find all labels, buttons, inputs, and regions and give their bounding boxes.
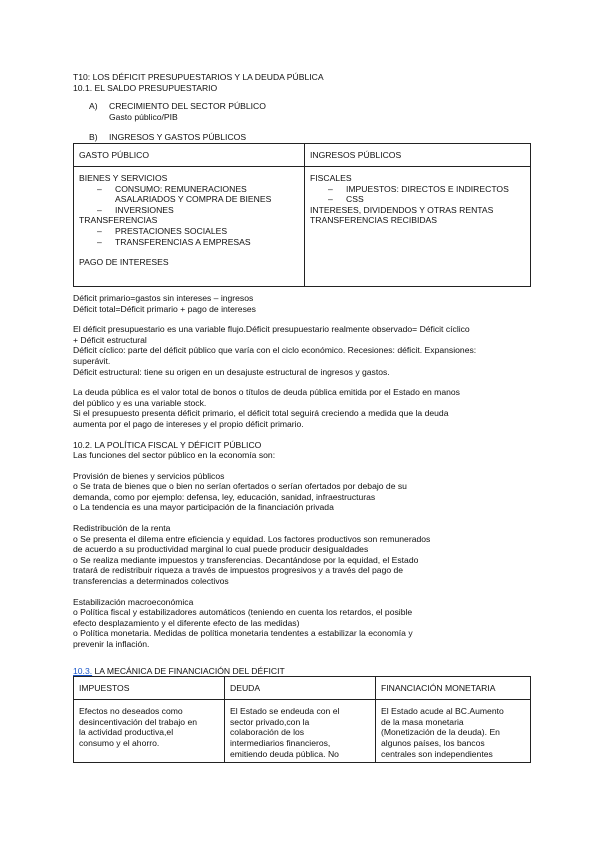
- text-line: de la masa monetaria: [381, 716, 464, 727]
- section-title: LA MECÁNICA DE FINANCIACIÓN DEL DÉFICIT: [92, 665, 285, 676]
- text-line: + Déficit estructural: [73, 334, 147, 345]
- text-line: Si el presupuesto presenta déficit primario, el déficit total seguirá creciendo a medida que la deuda: [73, 408, 449, 419]
- subsection-label: A): [89, 101, 98, 112]
- paragraph: [73, 471, 531, 513]
- text-line: prevenir la inflación.: [73, 639, 150, 649]
- ingresos-cell: [305, 166, 531, 286]
- text-line: superávit.: [73, 355, 111, 366]
- table-header: DEUDA: [225, 677, 376, 700]
- subsection-b: [89, 132, 531, 143]
- table-header: FINANCIACIÓN MONETARIA: [376, 677, 531, 700]
- table-cell: [225, 700, 376, 763]
- text-line: del público y es una variable stock.: [73, 397, 207, 408]
- text-line: Déficit estructural: tiene su origen en un desajuste estructural de ingresos y gastos.: [73, 366, 390, 377]
- subsection-a: [89, 101, 531, 122]
- list-item: INTERESES, DIVIDENDOS Y OTRAS RENTAS: [310, 204, 494, 215]
- text-line: Déficit total=Déficit primario + pago de intereses: [73, 303, 256, 314]
- text-line: (Monetización de la deuda). En: [381, 727, 500, 738]
- list-item: TRANSFERENCIAS: [79, 215, 158, 226]
- text-line: El déficit presupuestario es una variable flujo.Déficit presupuestario realmente observado= Déficit cíclico: [73, 324, 470, 335]
- text-line: aumenta por el pago de intereses y el propio déficit primario.: [73, 418, 304, 429]
- paragraph: [73, 523, 531, 587]
- text-line: o Política monetaria. Medidas de política monetaria tendentes a estabilizar la economía y: [73, 628, 413, 639]
- subsection-detail: Gasto público/PIB: [109, 111, 178, 122]
- text-line: sector privado,con la: [230, 716, 310, 727]
- paragraph: [73, 387, 531, 429]
- list-item: TRANSFERENCIAS RECIBIDAS: [310, 215, 438, 226]
- list-item: – IMPUESTOS: DIRECTOS E INDIRECTOS: [328, 183, 509, 194]
- section-heading: 10.1. EL SALDO PRESUPUESTARIO: [73, 82, 218, 93]
- subsection-label: B): [89, 132, 98, 143]
- list-item: BIENES Y SERVICIOS: [79, 172, 168, 183]
- text-line: emitiendo deuda pública. No: [230, 748, 339, 759]
- document-page: [73, 72, 531, 763]
- text-line: El Estado se endeuda con el: [230, 706, 340, 717]
- text-line: La deuda pública es el valor total de bonos o títulos de deuda pública emitida por el Estado en manos: [73, 387, 460, 398]
- gastos-ingresos-table: [73, 143, 531, 287]
- gasto-cell: [74, 166, 305, 286]
- text-line: o Se trata de bienes que o bien no serían ofertados o serían ofertados por debajo de su: [73, 481, 407, 492]
- text-line: Estabilización macroeconómica: [73, 596, 194, 607]
- subsection-title: INGRESOS Y GASTOS PÚBLICOS: [109, 132, 247, 143]
- list-item: – CSS: [328, 194, 364, 205]
- text-line: tratará de redistribuir riqueza a través de impuestos progresivos y a través del pago de: [73, 565, 404, 576]
- text-line: Provisión de bienes y servicios públicos: [73, 470, 225, 481]
- text-line: intermediarios financieros,: [230, 737, 331, 748]
- table-cell: [376, 700, 531, 763]
- list-item: – CONSUMO: REMUNERACIONES ASALARIADOS Y COMPRA DE BIENES: [97, 183, 272, 205]
- text-line: transferencias a determinados colectivos: [73, 576, 229, 587]
- list-item: FISCALES: [310, 172, 352, 183]
- financiacion-table: [73, 676, 531, 763]
- list-item: – INVERSIONES: [97, 204, 174, 215]
- text-line: Redistribución de la renta: [73, 523, 171, 534]
- text-line: 10.2. LA POLÍTICA FISCAL Y DÉFICIT PÚBLICO: [73, 439, 262, 450]
- paragraph: [73, 597, 531, 650]
- text-line: o Se realiza mediante impuestos y transferencias. Decantándose por la equidad, el Estado: [73, 554, 419, 565]
- list-item: PAGO DE INTERESES: [79, 257, 169, 268]
- text-line: Déficit primario=gastos sin intereses – ingresos: [73, 292, 254, 303]
- paragraph: [73, 324, 531, 377]
- table-header: INGRESOS PÚBLICOS: [305, 143, 531, 166]
- list-item: – PRESTACIONES SOCIALES: [97, 225, 228, 236]
- table-header: IMPUESTOS: [74, 677, 225, 700]
- doc-title: T10: LOS DÉFICIT PRESUPUESTARIOS Y LA DEUDA PÚBLICA: [73, 72, 324, 82]
- section-heading: [73, 440, 531, 461]
- text-line: demanda, como por ejemplo: defensa, ley, educación, sanidad, infraestructuras: [73, 491, 376, 502]
- section-link[interactable]: 10.3.: [73, 665, 93, 676]
- text-line: efecto desplazamiento y el diferente efecto de las medidas): [73, 617, 300, 628]
- text-line: algunos países, los bancos: [381, 737, 485, 748]
- text-line: o Se presenta el dilema entre eficiencia y equidad. Los factores productivos son remunerados: [73, 533, 431, 544]
- text-line: El Estado acude al BC.Aumento: [381, 706, 504, 717]
- text-line: colaboración de los: [230, 727, 305, 738]
- subsection-title: CRECIMIENTO DEL SECTOR PÚBLICO: [109, 101, 266, 112]
- text-line: consumo y el ahorro.: [79, 737, 160, 748]
- text-line: o La tendencia es una mayor participación de la financiación privada: [73, 502, 334, 513]
- text-line: la actividad productiva,el: [79, 727, 174, 738]
- list-item: – TRANSFERENCIAS A EMPRESAS: [97, 236, 251, 247]
- table-header: GASTO PÚBLICO: [74, 143, 305, 166]
- text-line: Las funciones del sector público en la economía son:: [73, 450, 276, 461]
- text-line: centrales son independientes: [381, 748, 493, 759]
- text-line: o Política fiscal y estabilizadores automáticos (teniendo en cuenta los retardos, el posible: [73, 607, 413, 618]
- text-line: desincentivación del trabajo en: [79, 716, 198, 727]
- text-line: de acuerdo a su productividad marginal lo cual puede producir desigualdades: [73, 544, 369, 555]
- text-line: Efectos no deseados como: [79, 706, 183, 717]
- text-line: Déficit cíclico: parte del déficit público que varía con el ciclo económico. Recesiones: déficit. Expansiones:: [73, 345, 477, 356]
- table-cell: [74, 700, 225, 763]
- paragraph: [73, 293, 531, 314]
- section-heading: [73, 666, 531, 677]
